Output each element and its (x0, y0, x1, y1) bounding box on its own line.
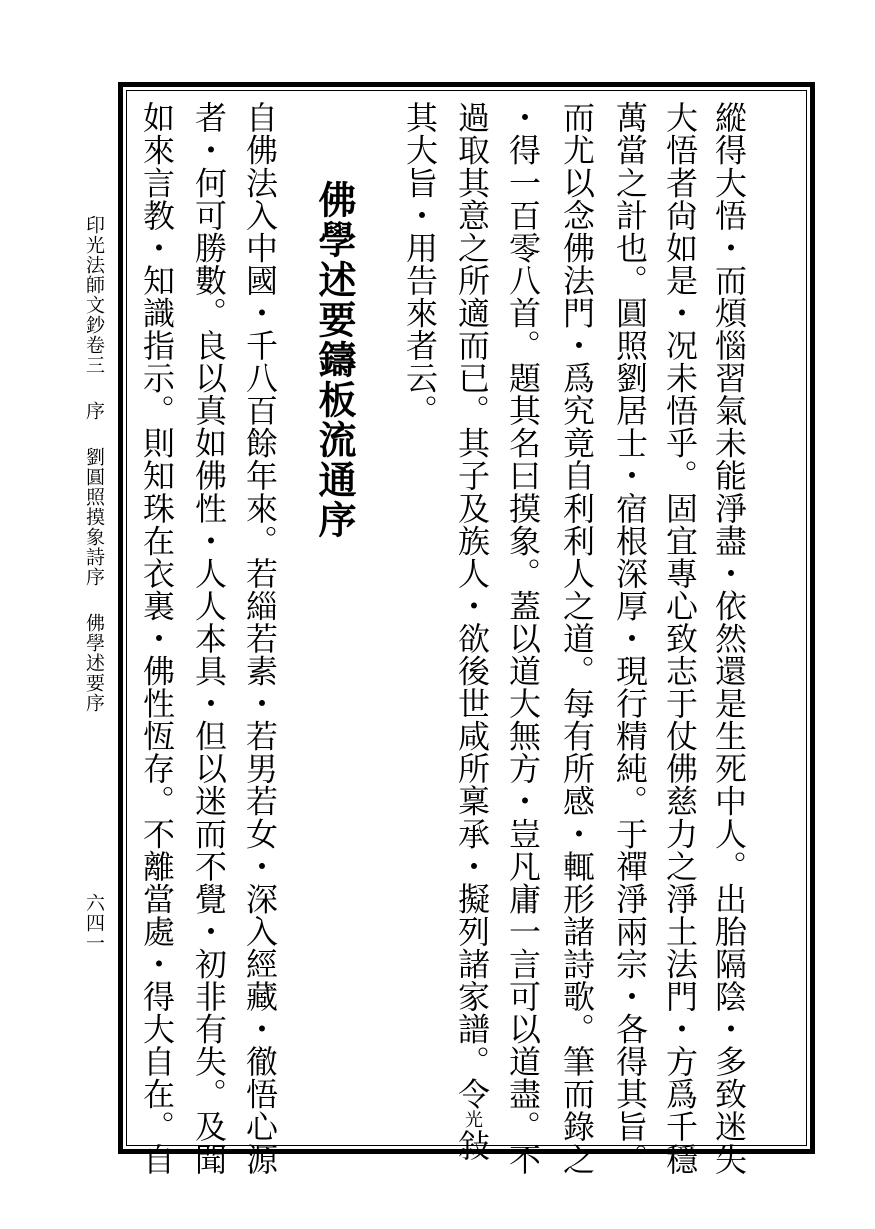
text-column-5: ・得一百零八首。題其名曰摸象。蓋以道大無方・豈凡庸一言可以道盡。不 (504, 101, 542, 1176)
small-author-note: 光 (462, 1110, 483, 1129)
text-column-6 (453, 101, 491, 1162)
text-column-7: 其大旨・用告來者云。 (401, 101, 439, 427)
contents-label-2: 佛學述要序 (83, 613, 105, 713)
text-column-6-main: 過取其意之所適而已。其子及族人・欲後世咸所稟承・擬列諸家譜。令 (453, 101, 491, 1111)
text-column-6-end: 敍 (453, 1128, 491, 1162)
text-column-8: 自佛法入中國・千八百餘年來。若緇若素・若男若女・深入經藏・徹悟心源 (241, 101, 279, 1176)
contents-label: 劉圓照摸象詩序 (83, 447, 105, 587)
running-header-book (84, 215, 103, 713)
text-column-3: 萬當之計也。圓照劉居士・宿根深厚・現行精純。于禪淨兩宗・各得其旨。 (611, 101, 649, 1176)
text-column-2: 大悟者尙如是・况未悟乎。固宜專心致志于仗佛慈力之淨土法門・方爲千穩 (661, 101, 699, 1176)
text-column-1: 縱得大悟・而煩惱習氣未能淨盡・依然還是生死中人。出胎隔陰・多致迷失 (710, 101, 748, 1176)
book-title: 印光法師文鈔卷三 (83, 215, 105, 375)
text-column-9: 者・何可勝數。良以真如佛性・人人本具・但以迷而不覺・初非有失。及聞 (190, 101, 228, 1176)
page-number: 六四一 (83, 893, 105, 953)
text-column-10: 如來言教・知識指示。則知珠在衣裏・佛性恆存。不離當處・得大自在。自 (138, 101, 176, 1176)
section-label: 序 (83, 401, 105, 421)
section-title: 佛學述要鑄板流通序 (312, 180, 357, 540)
text-column-4: 而尤以念佛法門・爲究竟自利利人之道。每有所感・輒形諸詩歌。筆而錄之 (558, 101, 596, 1176)
